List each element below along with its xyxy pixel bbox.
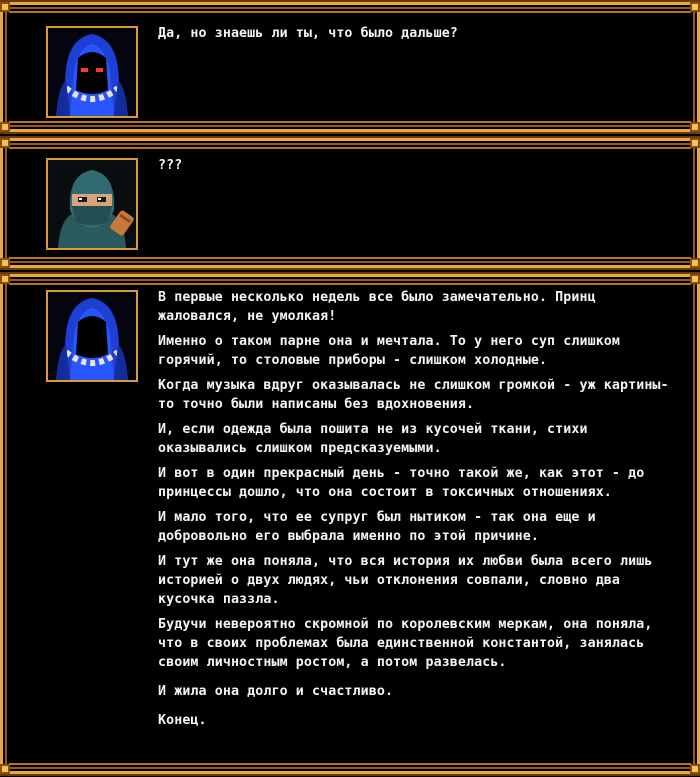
- frame-corner: [690, 274, 700, 284]
- ninja-masked-portrait-icon: [46, 158, 138, 250]
- hooded-figure-blue-icon: [46, 26, 138, 118]
- frame-corner: [0, 138, 10, 148]
- dialogue-text: [158, 288, 670, 736]
- dialogue-line: Будучи невероятно скромной по королевским меркам, она поняла, что в своих проблемах была единственной константой, занялась своим личностным ростом, а потом развелась.: [158, 617, 653, 670]
- frame-corner: [690, 2, 700, 12]
- frame-corner: [690, 138, 700, 148]
- dialogue-line: И жила она долго и счастливо.: [158, 684, 394, 699]
- dialogue-panel-3: [0, 274, 700, 774]
- frame-corner: [690, 122, 700, 132]
- dialogue-line: И тут же она поняла, что вся история их любви была всего лишь историей о двух людях, чьи отклонения совпали, словно два кусочка паззла.: [158, 554, 653, 607]
- frame-corner: [0, 258, 10, 268]
- dialogue-text: [158, 24, 670, 49]
- dialogue-line: Именно о таком парне она и мечтала. То у него суп слишком горячий, то столовые приборы - слишком холодные.: [158, 334, 621, 368]
- hooded-figure-blue-icon: [46, 290, 138, 382]
- frame-corner: [690, 258, 700, 268]
- dialogue-line: И мало того, что ее супруг был нытиком - так она еще и добровольно его выбрала именно по этой причине.: [158, 510, 596, 544]
- frame-corner: [690, 764, 700, 774]
- frame-corner: [0, 122, 10, 132]
- dialogue-line: Конец.: [158, 713, 207, 728]
- dialogue-text: [158, 156, 670, 181]
- dialogue-line: И, если одежда была пошита не из кусочей ткани, стихи оказывались слишком предсказуемыми.: [158, 422, 588, 456]
- dialogue-line: ???: [158, 158, 183, 173]
- dialogue-panel-2: [0, 138, 700, 268]
- dialogue-line: Когда музыка вдруг оказывалась не слишком громкой - уж картины-то точно были написаны без вдохновения.: [158, 378, 669, 412]
- frame-corner: [0, 764, 10, 774]
- dialogue-line: В первые несколько недель все было замечательно. Принц жаловался, не умолкая!: [158, 290, 596, 324]
- dialogue-panel-1: [0, 2, 700, 132]
- dialogue-line: И вот в один прекрасный день - точно такой же, как этот - до принцессы дошло, что она состоит в токсичных отношениях.: [158, 466, 645, 500]
- frame-corner: [0, 2, 10, 12]
- frame-corner: [0, 274, 10, 284]
- dialogue-line: Да, но знаешь ли ты, что было дальше?: [158, 26, 458, 41]
